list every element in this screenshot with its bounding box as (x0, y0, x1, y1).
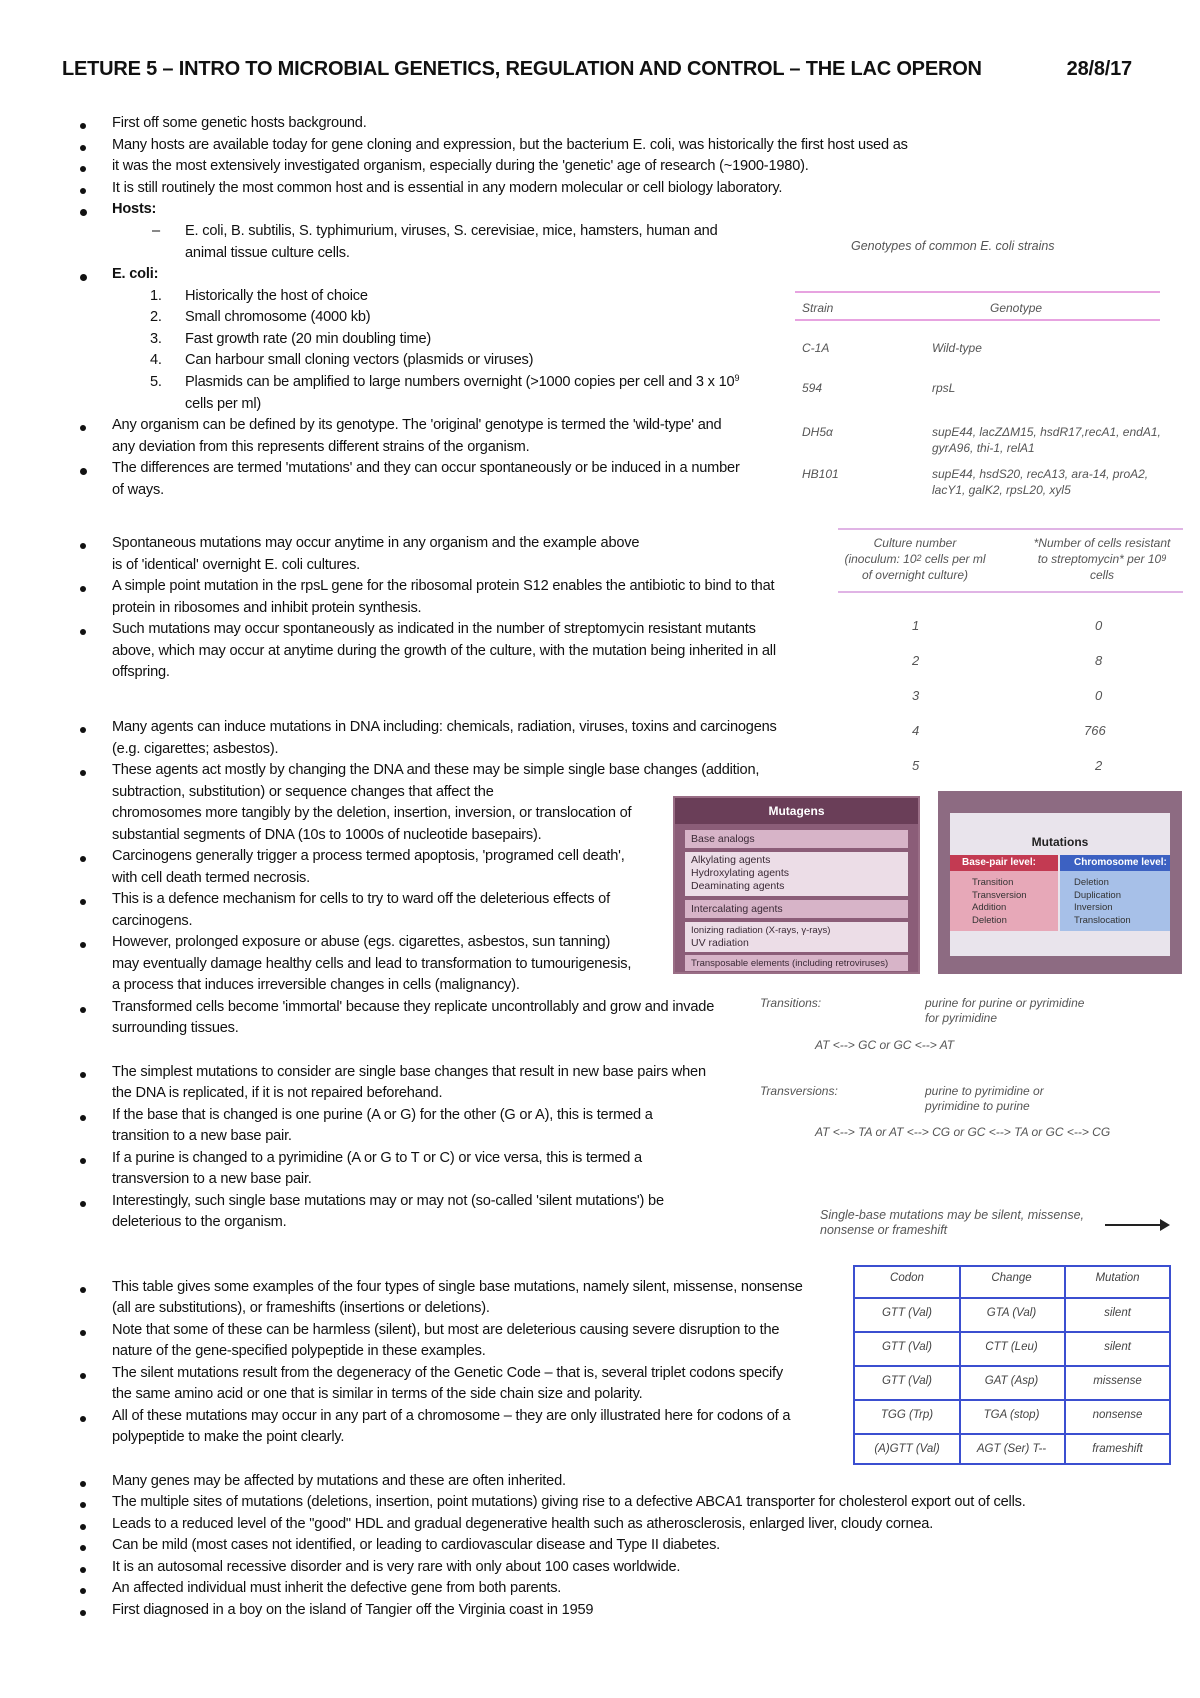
bullet-icon (80, 209, 87, 216)
text-line: polypeptide to make the point clearly. (112, 1429, 345, 1445)
strain-cell: DH5α (802, 425, 833, 439)
text-line: The simplest mutations to consider are single base changes that result in new base pairs when (112, 1064, 706, 1080)
text-line: of ways. (112, 482, 164, 498)
bullet-icon (80, 586, 86, 592)
text-line: offspring. (112, 664, 170, 680)
text-line: Interestingly, such single base mutations may or may not (so-called 'silent mutations') be (112, 1193, 664, 1209)
culture-number: 1 (912, 618, 920, 633)
text-line: Many agents can induce mutations in DNA including: chemicals, radiation, viruses, toxins and carcinogens (112, 719, 777, 735)
text-line: Any organism can be defined by its genotype. The 'original' genotype is termed the 'wild-type' and (112, 417, 722, 433)
transversions-label: Transversions: (760, 1084, 838, 1098)
text-line: transition to a new base pair. (112, 1128, 292, 1144)
superscript: 2 (916, 553, 922, 563)
base-pair-panel (950, 871, 1058, 931)
bullet-icon (80, 629, 86, 635)
text-line: An affected individual must inherit the defective gene from both parents. (112, 1580, 562, 1596)
chromosome-item: Deletion (1074, 877, 1109, 888)
text-line: transversion to a new base pair. (112, 1171, 312, 1187)
text-line: First diagnosed in a boy on the island of Tangier off the Virginia coast in 1959 (112, 1602, 594, 1618)
culture-header-1: Culture number (873, 536, 957, 550)
bullet-icon (80, 1373, 86, 1379)
bullet-icon (80, 468, 87, 475)
chromosome-panel (1060, 871, 1170, 931)
bullet-icon (80, 145, 86, 151)
mutations-figure (938, 791, 1182, 974)
title-date: 28/8/17 (1066, 58, 1132, 80)
genotype-cell: lacY1, galK2, rpsL20, xyl5 (932, 483, 1071, 497)
text-line: First off some genetic hosts background. (112, 115, 367, 131)
text-line: Leads to a reduced level of the "good" HDL and gradual degenerative health such as atherosclerosis, enlarged liver, cloudy cornea. (112, 1516, 934, 1532)
culture-header-text: to streptomycin* per 10 (1037, 552, 1162, 566)
superscript: 9 (734, 373, 740, 383)
culture-number: 5 (912, 758, 920, 773)
single-base-note: nonsense or frameshift (820, 1223, 948, 1237)
text-line: It is still routinely the most common host and is essential in any modern molecular or cell biology laboratory. (112, 180, 783, 196)
culture-header-1: of overnight culture) (861, 568, 969, 582)
bullet-icon (80, 543, 86, 549)
mutagens-title: Mutagens (675, 798, 918, 824)
table-divider (855, 1365, 1169, 1367)
culture-value: 0 (1095, 618, 1103, 633)
text-line: Can be mild (most cases not identified, or leading to cardiovascular disease and Type II diabetes. (112, 1537, 721, 1553)
bullet-icon (80, 1588, 86, 1594)
text-line: (all are substitutions), or frameshifts (insertions or deletions). (112, 1300, 490, 1316)
text-line: These agents act mostly by changing the DNA and these may be simple single base changes (addition, (112, 762, 760, 778)
text-line: The multiple sites of mutations (deletions, insertion, point mutations) giving rise to a defective ABCA1 transporter for cholesterol export out of cells. (112, 1494, 1026, 1510)
bullet-icon (80, 1416, 86, 1422)
divider (795, 291, 1160, 293)
genotype-cell: gyrA96, thi-1, relA1 (932, 441, 1035, 455)
genotypes-caption: Genotypes of common E. coli strains (851, 239, 1055, 253)
text-line: with cell death termed necrosis. (112, 870, 311, 886)
culture-value: 0 (1095, 688, 1103, 703)
list-item: Can harbour small cloning vectors (plasmids or viruses) (185, 352, 534, 368)
codon-header: Codon (890, 1272, 924, 1284)
culture-header-2 (1022, 552, 1182, 566)
bullet-icon (80, 1007, 86, 1013)
text-line: protein in ribosomes and inhibit protein synthesis. (112, 600, 422, 616)
text-line: However, prolonged exposure or abuse (egs. cigarettes, asbestos, sun tanning) (112, 934, 611, 950)
list-number: 4. (150, 352, 162, 368)
bullet-icon (80, 1072, 86, 1078)
codon-cell: nonsense (1092, 1409, 1143, 1421)
text-line: nature of the gene-specified polypeptide in these examples. (112, 1343, 486, 1359)
culture-header-text: (inoculum: 10 (844, 552, 917, 566)
text-line: a process that induces irreversible changes in cells (malignancy). (112, 977, 520, 993)
text-line: If a purine is changed to a pyrimidine (A or G to T or C) or vice versa, this is termed a (112, 1150, 642, 1166)
strain-cell: HB101 (802, 467, 839, 481)
mutagens-figure (673, 796, 920, 974)
bullet-icon (80, 899, 86, 905)
codon-cell: GTA (Val) (986, 1307, 1037, 1319)
bullet-icon (80, 188, 86, 194)
text-line: Transformed cells become 'immortal' because they replicate uncontrollably and grow and invade (112, 999, 715, 1015)
mutagen-item: Intercalating agents (691, 903, 783, 915)
text-line: E. coli, B. subtilis, S. typhimurium, viruses, S. cerevisiae, mice, hamsters, human and (185, 223, 718, 239)
codon-cell: silent (1104, 1307, 1131, 1319)
text-line: Note that some of these can be harmless (silent), but most are deleterious causing severe disruption to the (112, 1322, 780, 1338)
text-line: If the base that is changed is one purine (A or G) for the other (G or A), this is termed a (112, 1107, 653, 1123)
transitions-desc: purine for purine or pyrimidine (925, 996, 1085, 1010)
codon-cell: silent (1104, 1341, 1131, 1353)
codon-cell: AGT (Ser) T-- (976, 1443, 1047, 1455)
list-number: 1. (150, 288, 162, 304)
text-line: Many hosts are available today for gene cloning and expression, but the bacterium E. coli, was historically the first host used as (112, 137, 908, 153)
text-line: This is a defence mechanism for cells to try to ward off the deleterious effects of (112, 891, 610, 907)
base-pair-item: Transversion (972, 889, 1027, 901)
list-number: 2. (150, 309, 162, 325)
codon-table (853, 1265, 1171, 1465)
list-number: 5. (150, 374, 162, 390)
hosts-heading: Hosts: (112, 201, 157, 217)
arrowhead-icon (1160, 1219, 1170, 1231)
text-line: The silent mutations result from the degeneracy of the Genetic Code – that is, several triplet codons specify (112, 1365, 783, 1381)
bullet-icon (80, 1502, 86, 1508)
list-item: Historically the host of choice (185, 288, 368, 304)
genotype-cell: Wild-type (932, 341, 982, 355)
text-line: This table gives some examples of the four types of single base mutations, namely silent, missense, nonsense (112, 1279, 803, 1295)
culture-header-text: cells per ml (921, 552, 986, 566)
table-divider (855, 1433, 1169, 1435)
bullet-icon (80, 1567, 86, 1573)
list-item: Small chromosome (4000 kb) (185, 309, 371, 325)
table-divider (855, 1399, 1169, 1401)
culture-number: 4 (912, 723, 920, 738)
mutagen-item: Hydroxylating agents (691, 867, 790, 879)
base-pair-list (972, 877, 1027, 927)
text-line: chromosomes more tangibly by the deletion, insertion, inversion, or translocation of (112, 805, 632, 821)
codon-cell: GTT (Val) (881, 1375, 933, 1387)
culture-value: 8 (1095, 653, 1103, 668)
mutagen-item: Alkylating agents (691, 854, 771, 866)
bullet-icon (80, 1524, 86, 1530)
title-text: LETURE 5 – INTRO TO MICROBIAL GENETICS, REGULATION AND CONTROL – THE LAC OPERON (62, 58, 982, 80)
codon-cell: TGA (stop) (983, 1409, 1040, 1421)
list-item-text: Plasmids can be amplified to large numbers overnight (>1000 copies per cell and 3 x 10 (185, 374, 735, 390)
transitions-example: AT <--> GC or GC <--> AT (815, 1038, 955, 1052)
list-item (185, 372, 739, 394)
codon-cell: GTT (Val) (881, 1341, 933, 1353)
text-line: above, which may occur at anytime during the growth of the culture, with the mutation being inherited in all (112, 643, 776, 659)
codon-cell: GAT (Asp) (984, 1375, 1039, 1387)
text-line: may eventually damage healthy cells and lead to transformation to tumourigenesis, (112, 956, 632, 972)
text-line: carcinogens. (112, 913, 193, 929)
codon-cell: missense (1093, 1375, 1142, 1387)
culture-header-1 (840, 552, 990, 566)
bullet-icon (80, 770, 86, 776)
bullet-icon (80, 166, 86, 172)
chromosome-item: Duplication (1074, 889, 1121, 901)
mutations-title: Mutations (1031, 835, 1089, 849)
chromosome-item: Inversion (1074, 902, 1113, 913)
text-line: is of 'identical' overnight E. coli cultures. (112, 557, 361, 573)
strain-cell: 594 (802, 381, 823, 395)
divider (795, 319, 1160, 321)
text-line: (e.g. cigarettes; asbestos). (112, 741, 279, 757)
transversions-desc: pyrimidine to purine (925, 1099, 1030, 1113)
text-line: any deviation from this represents different strains of the organism. (112, 439, 530, 455)
bullet-icon (80, 274, 87, 281)
codon-cell: TGG (Trp) (880, 1409, 934, 1421)
text-line: substantial segments of DNA (10s to 1000s of nucleotide basepairs). (112, 827, 542, 843)
base-pair-heading: Base-pair level: (950, 855, 1058, 871)
page-title (62, 58, 1132, 86)
mutagen-item: Ionizing radiation (X-rays, γ-rays) (691, 925, 831, 936)
text-line: surrounding tissues. (112, 1020, 239, 1036)
chromosome-list (1074, 877, 1131, 927)
text-line: it was the most extensively investigated organism, especially during the 'genetic' age of research (~1900-1980). (112, 158, 809, 174)
list-item: cells per ml) (185, 396, 262, 412)
bullet-icon (80, 1330, 86, 1336)
mutagen-item: Transposable elements (including retroviruses) (691, 958, 889, 969)
bullet-icon (80, 856, 86, 862)
bullet-icon (80, 425, 86, 431)
text-line: Carcinogens generally trigger a process termed apoptosis, 'programed cell death', (112, 848, 625, 864)
bullet-icon (80, 1115, 86, 1121)
bullet-icon (80, 727, 86, 733)
strain-cell: C-1A (802, 341, 830, 355)
mutagen-item: Base analogs (691, 833, 755, 845)
culture-number: 3 (912, 688, 920, 703)
bullet-icon (80, 942, 86, 948)
dash-marker: – (152, 223, 160, 239)
text-line: the same amino acid or one that is similar in terms of the side chain size and polarity. (112, 1386, 643, 1402)
base-pair-item: Addition (972, 902, 1007, 913)
arrow-right-icon (1105, 1224, 1167, 1226)
table-divider (855, 1331, 1169, 1333)
text-line: Many genes may be affected by mutations and these are often inherited. (112, 1473, 566, 1489)
text-line: All of these mutations may occur in any part of a chromosome – they are only illustrated here for codons of a (112, 1408, 791, 1424)
divider (838, 591, 1183, 593)
ecoli-heading: E. coli: (112, 266, 159, 282)
text-line: the DNA is replicated, if it is not repaired beforehand. (112, 1085, 443, 1101)
bullet-icon (80, 123, 86, 129)
codon-cell: (A)GTT (Val) (874, 1443, 940, 1455)
bullet-icon (80, 1481, 86, 1487)
superscript: 9 (1161, 553, 1167, 563)
bullet-icon (80, 1287, 86, 1293)
culture-header-2: cells (1089, 568, 1114, 582)
codon-header: Mutation (1095, 1272, 1140, 1284)
text-line: subtraction, substitution) or sequence changes that affect the (112, 784, 494, 800)
culture-value: 2 (1095, 758, 1103, 773)
codon-cell: frameshift (1092, 1443, 1143, 1455)
text-line: The differences are termed 'mutations' and they can occur spontaneously or be induced in a number (112, 460, 740, 476)
bullet-icon (80, 1201, 86, 1207)
genotypes-header-genotype: Genotype (990, 301, 1043, 315)
list-number: 3. (150, 331, 162, 347)
text-line: Such mutations may occur spontaneously as indicated in the number of streptomycin resistant mutants (112, 621, 756, 637)
chromosome-item: Translocation (1074, 914, 1131, 926)
bullet-icon (80, 1545, 86, 1551)
codon-cell: CTT (Leu) (985, 1341, 1038, 1353)
genotype-cell: supE44, hsdS20, recA13, ara-14, proA2, (932, 467, 1149, 481)
text-line: animal tissue culture cells. (185, 245, 350, 261)
transversions-desc: purine to pyrimidine or (925, 1084, 1044, 1098)
transversions-example: AT <--> TA or AT <--> CG or GC <--> TA or GC <--> CG (815, 1125, 1111, 1139)
transitions-desc: for pyrimidine (925, 1011, 998, 1025)
culture-value: 766 (1084, 723, 1106, 738)
divider (838, 528, 1183, 530)
genotype-cell: rpsL (932, 381, 956, 395)
base-pair-item: Deletion (972, 914, 1007, 926)
genotype-cell: supE44, lacZΔM15, hsdR17,recA1, endA1, (932, 425, 1161, 439)
bullet-icon (80, 1158, 86, 1164)
text-line: deleterious to the organism. (112, 1214, 287, 1230)
single-base-note: Single-base mutations may be silent, missense, (820, 1208, 1085, 1222)
genotypes-header-strain: Strain (802, 301, 834, 315)
mutagen-item: Deaminating agents (691, 880, 785, 892)
base-pair-item: Transition (972, 877, 1014, 888)
text-line: It is an autosomal recessive disorder and is very rare with only about 100 cases worldwide. (112, 1559, 681, 1575)
chromosome-heading: Chromosome level: (1060, 855, 1170, 871)
list-item: Fast growth rate (20 min doubling time) (185, 331, 432, 347)
bullet-icon (80, 1610, 86, 1616)
table-divider (855, 1297, 1169, 1299)
codon-header: Change (991, 1272, 1032, 1284)
culture-header-2: *Number of cells resistant (1033, 536, 1171, 550)
culture-number: 2 (912, 653, 920, 668)
text-line: A simple point mutation in the rpsL gene for the ribosomal protein S12 enables the antibiotic to bind to that (112, 578, 775, 594)
transitions-label: Transitions: (760, 996, 822, 1010)
codon-cell: GTT (Val) (881, 1307, 933, 1319)
mutagen-item: UV radiation (691, 937, 749, 949)
text-line: Spontaneous mutations may occur anytime in any organism and the example above (112, 535, 640, 551)
